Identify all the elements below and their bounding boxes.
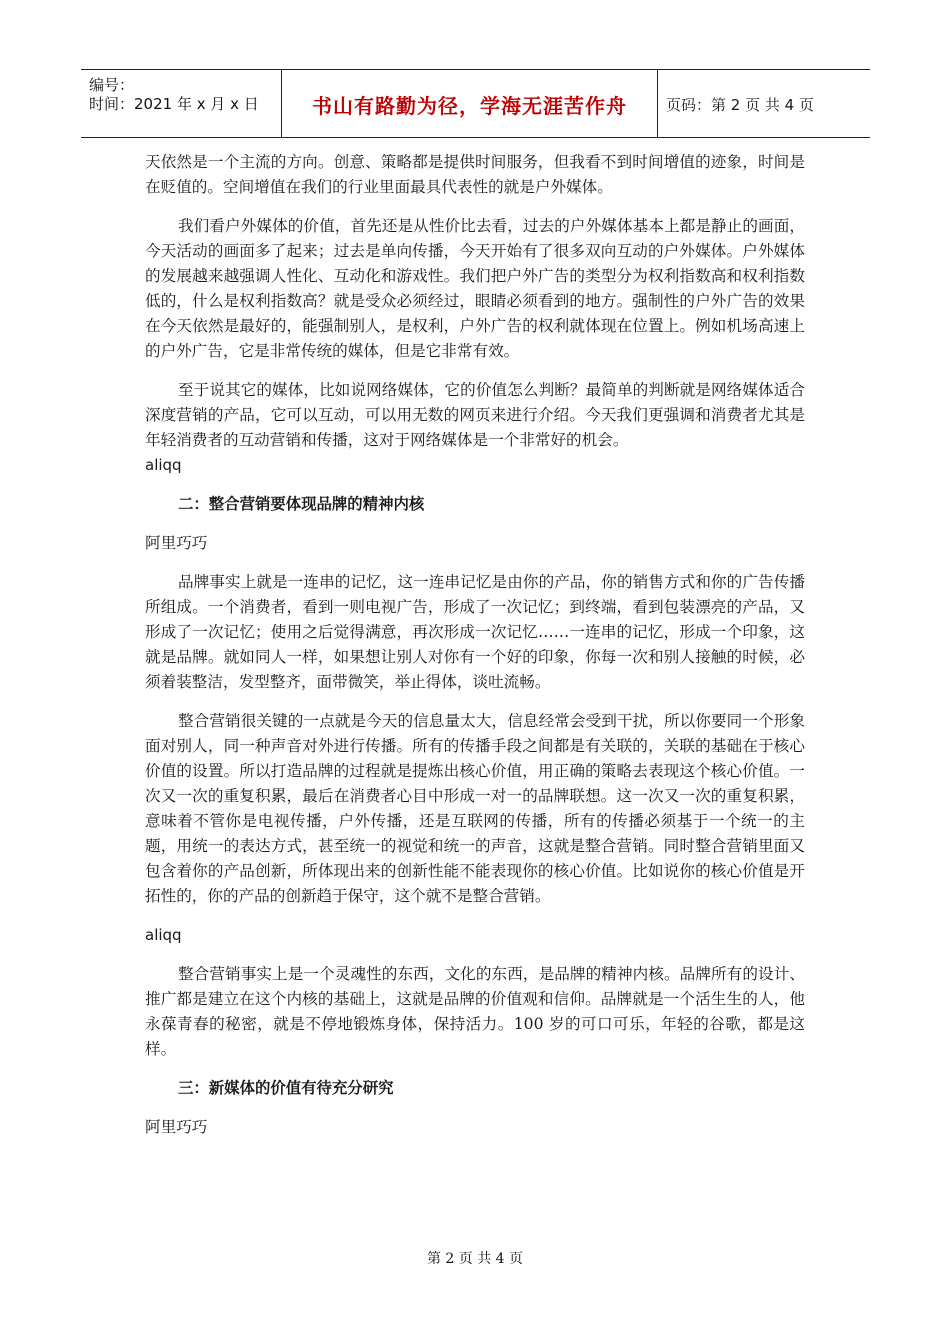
section-heading-2: 二：整合营销要体现品牌的精神内核: [178, 495, 425, 513]
paragraph-2: 我们看户外媒体的价值，首先还是从性价比去看，过去的户外媒体基本上都是静止的画面，今天活动的画面多了起来；过去是单向传播，今天开始有了很多双向互动的户外媒体。户外媒体的发展越来越强调人性化、互动化和游戏性。我们把户外广告的类型分为权利指数高和权利指数低的，什么是权利指数高？就是受众必须经过，眼睛必须看到的地方。强制性的户外广告的效果在今天依然是最好的，能强制别人，是权利，户外广告的权利就体现在位置上。例如机场高速上的户外广告，它是非常传统的媒体，但是它非常有效。: [145, 217, 805, 360]
author-name-1: 阿里巧巧: [145, 534, 208, 552]
paragraph-6: 整合营销事实上是一个灵魂性的东西，文化的东西，是品牌的精神内核。品牌所有的设计、推广都是建立在这个内核的基础上，这就是品牌的价值观和信仰。品牌就是一个活生生的人，他永葆青春的秘密，就是不停地锻炼身体，保持活力。100 岁的可口可乐，年轻的谷歌，都是这样。: [145, 965, 805, 1058]
tag-aliqq-2: aliqq: [145, 926, 182, 944]
motto: 书山有路勤为径，学海无涯苦作舟: [312, 94, 627, 118]
paragraph-1: 天依然是一个主流的方向。创意、策略都是提供时间服务，但我看不到时间增值的迹象，时间是在贬值的。空间增值在我们的行业里面最具代表性的就是户外媒体。: [145, 153, 805, 196]
header-meta-cell: [81, 70, 282, 137]
header-table: [81, 69, 870, 138]
number-label: 编号：: [89, 76, 135, 94]
header-motto-cell: [282, 70, 658, 137]
page-footer: 第 2 页 共 4 页: [426, 1251, 524, 1267]
paragraph-4: 品牌事实上就是一连串的记忆，这一连串记忆是由你的产品，你的销售方式和你的广告传播所组成。一个消费者，看到一则电视广告，形成了一次记忆；到终端，看到包装漂亮的产品，又形成了一次记忆；使用之后觉得满意，再次形成一次记忆……一连串的记忆，形成一个印象，这就是品牌。就如同人一样，如果想让别人对你有一个好的印象，你每一次和别人接触的时候，必须着装整洁，发型整齐，面带微笑，举止得体，谈吐流畅。: [145, 573, 805, 691]
author-name-2: 阿里巧巧: [145, 1118, 208, 1136]
time-label: 时间：2021 年 x 月 x 日: [89, 95, 259, 113]
document-body: [145, 150, 805, 1154]
paragraph-3: 至于说其它的媒体，比如说网络媒体，它的价值怎么判断？最简单的判断就是网络媒体适合深度营销的产品，它可以互动，可以用无数的网页来进行介绍。今天我们更强调和消费者尤其是年轻消费者的互动营销和传播，这对于网络媒体是一个非常好的机会。: [145, 381, 805, 449]
paragraph-5: 整合营销很关键的一点就是今天的信息量太大，信息经常会受到干扰，所以你要同一个形象面对别人，同一种声音对外进行传播。所有的传播手段之间都是有关联的，关联的基础在于核心价值的设置。所以打造品牌的过程就是提炼出核心价值，用正确的策略去表现这个核心价值。一次又一次的重复积累，最后在消费者心目中形成一对一的品牌联想。这一次又一次的重复积累，意味着不管你是电视传播，户外传播，还是互联网的传播，所有的传播必须基于一个统一的主题，用统一的表达方式，甚至统一的视觉和统一的声音，这就是整合营销。同时整合营销里面又包含着你的产品创新，所体现出来的创新性能不能表现你的核心价值。比如说你的核心价值是开拓性的，你的产品的创新趋于保守，这个就不是整合营销。: [145, 712, 805, 905]
tag-aliqq-1: aliqq: [145, 456, 182, 474]
section-heading-3: 三：新媒体的价值有待充分研究: [178, 1079, 394, 1097]
header-page-cell: [658, 70, 870, 137]
page-info: 页码：第 2 页 共 4 页: [666, 96, 814, 114]
